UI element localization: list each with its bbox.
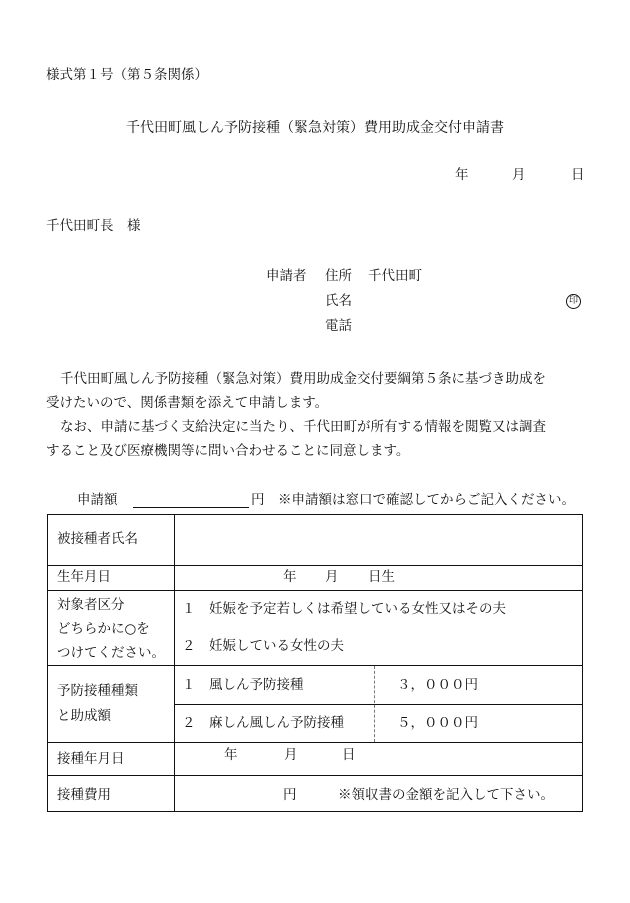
category-label-line-3: つけてください。: [57, 645, 165, 661]
birthdate-month: 月: [325, 569, 339, 585]
vaccine-label-line-2: と助成額: [57, 708, 111, 724]
seal-icon: 印: [566, 294, 581, 309]
addressee: 千代田町長 様: [46, 218, 141, 234]
amount-note: ※申請額は窓口で確認してからご記入ください。: [278, 492, 575, 508]
birthdate-suffix: 日生: [368, 569, 395, 585]
vaccine-label-line-1: 予防接種種類: [57, 683, 138, 699]
category-label-line-1: 対象者区分: [57, 597, 125, 613]
vaccination-date-year: 年: [224, 747, 238, 763]
cost-note: ※領収書の金額を記入して下さい。: [338, 787, 554, 803]
birthdate-year: 年: [283, 569, 297, 585]
vaccination-date-label: 接種年月日: [57, 751, 125, 767]
date-month-label: 月: [512, 167, 526, 183]
paragraph-consent-line-2: すること及び医療機関等に問い合わせることに同意します。: [46, 443, 410, 459]
amount-unit: 円: [251, 492, 265, 508]
table-rule: [48, 742, 582, 743]
category-option-1[interactable]: １ 妊娠を予定若しくは希望している女性又はその夫: [182, 601, 506, 617]
table-rule: [48, 565, 582, 566]
address-field[interactable]: 千代田町: [368, 268, 422, 284]
table-rule: [48, 665, 582, 666]
category-option-2[interactable]: ２ 妊娠している女性の夫: [182, 638, 344, 654]
vaccination-date-day: 日: [342, 747, 356, 763]
paragraph-request-line-2: 受けたいので、関係書類を添えて申請します。: [46, 395, 329, 411]
amount-label: 申請額: [77, 492, 118, 508]
vaccine-amount-mr: ５，０００円: [397, 715, 478, 731]
table-rule: [174, 704, 582, 705]
vaccine-option-rubella[interactable]: １ 風しん予防接種: [182, 677, 304, 693]
paragraph-request: [46, 367, 546, 415]
name-label: 氏名: [325, 293, 352, 309]
paragraph-consent-line-1: なお、申請に基づく支給決定に当たり、千代田町が所有する情報を閲覧又は調査: [60, 419, 546, 435]
application-table: [47, 514, 583, 812]
document-title: 千代田町風しん予防接種（緊急対策）費用助成金交付申請書: [126, 120, 504, 136]
vaccination-date-month: 月: [284, 747, 298, 763]
table-rule: [48, 775, 582, 776]
paragraph-consent: [46, 415, 546, 463]
amount-input-line[interactable]: [133, 507, 249, 508]
category-label-line-2: どちらかに○を: [57, 621, 150, 637]
address-label: 住所: [325, 268, 352, 284]
cost-label: 接種費用: [57, 787, 111, 803]
form-number: 様式第１号（第５条関係）: [46, 67, 208, 83]
birthdate-label: 生年月日: [57, 569, 111, 585]
applicant-label: 申請者: [266, 268, 307, 284]
cost-unit: 円: [283, 787, 297, 803]
date-day-label: 日: [571, 167, 585, 183]
vaccine-option-mr[interactable]: ２ 麻しん風しん予防接種: [182, 715, 344, 731]
recipient-name-label: 被接種者氏名: [57, 531, 138, 547]
phone-label: 電話: [325, 318, 352, 334]
date-year-label: 年: [455, 167, 469, 183]
paragraph-request-line-1: 千代田町風しん予防接種（緊急対策）費用助成金交付要綱第５条に基づき助成を: [60, 371, 546, 387]
vaccine-amount-rubella: ３，０００円: [397, 677, 478, 693]
table-dashed-divider: [374, 666, 375, 742]
table-rule: [48, 590, 582, 591]
recipient-name-field[interactable]: [175, 516, 581, 564]
